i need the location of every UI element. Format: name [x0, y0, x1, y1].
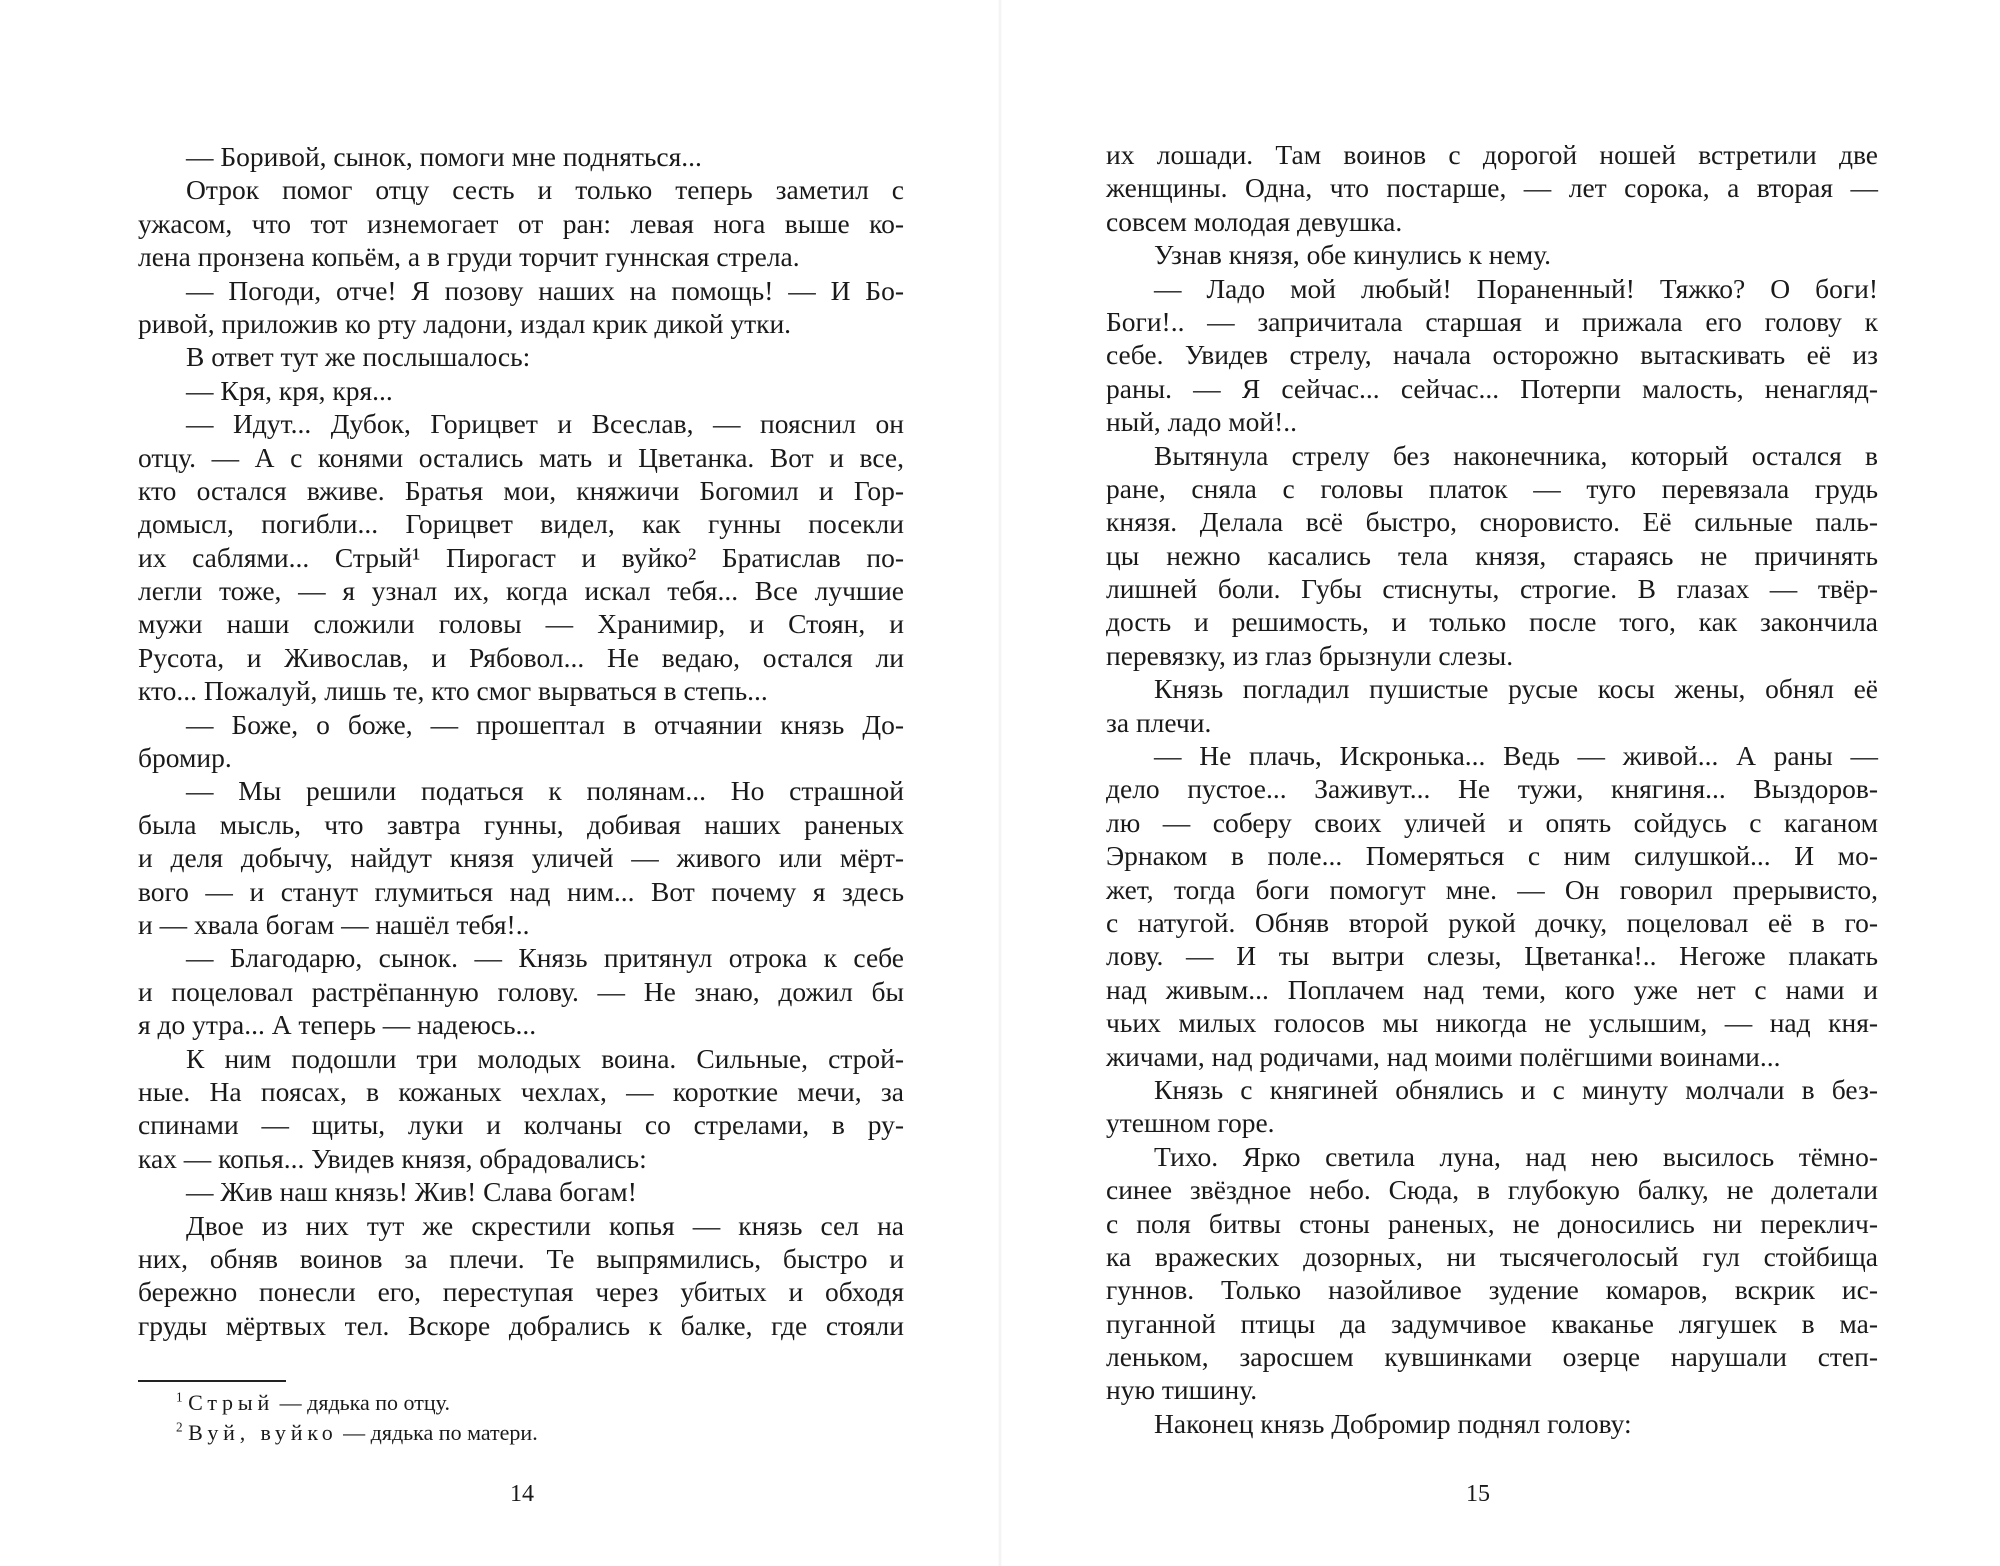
text-line: — Идут... Дубок, Горицвет и Всеслав, — пояснил он	[186, 408, 904, 440]
text-line: с поля битвы стоны раненых, не доносились ни переклич-	[1106, 1207, 1878, 1239]
text-line: — Благодарю, сынок. — Князь притянул отрока к себе	[186, 942, 904, 974]
page-number-left: 14	[510, 1481, 534, 1507]
page-number-right: 15	[1466, 1481, 1490, 1507]
text-line: К ним подошли три молодых воина. Сильные, строй-	[186, 1042, 904, 1074]
text-line: ривой, приложив ко рту ладони, издал крик дикой утки.	[138, 307, 792, 339]
text-line: леньком, заросшем кувшинками озерце нарушали степ-	[1106, 1341, 1878, 1373]
text-line: — Не плачь, Искронька... Ведь — живой... А раны —	[1154, 740, 1878, 772]
text-line: Князь погладил пушистые русые косы жены, обнял её	[1154, 673, 1878, 705]
text-line: домысл, погибли... Горицвет видел, как гунны посекли	[138, 508, 904, 540]
text-line: дело пустое... Заживут... Не тужи, княгиня... Выздоров-	[1106, 773, 1878, 805]
text-line: была мысль, что завтра гунны, добивая наших раненых	[138, 808, 904, 840]
footnote-term: Вуй, вуйко	[188, 1420, 338, 1445]
text-line: Князь с княгиней обнялись и с минуту молчали в без-	[1154, 1073, 1878, 1105]
text-line: них, обняв воинов за плечи. Те выпрямились, быстро и	[138, 1242, 904, 1274]
text-line: и деля добычу, найдут князя уличей — живого или мёрт-	[138, 842, 904, 874]
text-line: над живым... Поплачем над теми, кого уже нет с нами и	[1106, 973, 1878, 1005]
text-line: спинами — щиты, луки и колчаны со стрелами, в ру-	[138, 1109, 904, 1141]
text-line: я до утра... А теперь — надеюсь...	[138, 1009, 537, 1041]
text-line: Эрнаком в поле... Померяться с ним силушкой... И мо-	[1106, 840, 1878, 872]
text-line: цы нежно касались тела князя, стараясь не причинять	[1106, 539, 1878, 571]
text-line: ный, ладо мой!..	[1106, 406, 1297, 438]
text-line: чьих милых голосов мы никогда не услышим, — над кня-	[1106, 1007, 1878, 1039]
text-line: Отрок помог отцу сесть и только теперь заметил с	[186, 174, 904, 206]
footnote-term: Стрый	[188, 1390, 275, 1415]
text-line: вого — и станут глумиться над ним... Вот почему я здесь	[138, 875, 904, 907]
text-line: груды мёртвых тел. Вскоре добрались к балке, где стояли	[138, 1309, 904, 1341]
text-line: — Кря, кря, кря...	[186, 374, 393, 406]
footnote-definition: — дядька по матери.	[343, 1420, 538, 1445]
text-line: утешном горе.	[1106, 1107, 1275, 1139]
text-line: Узнав князя, обе кинулись к нему.	[1154, 239, 1551, 271]
text-line: — Погоди, отче! Я позову наших на помощь! — И Бо-	[186, 274, 904, 306]
text-line: кто... Пожалуй, лишь те, кто смог вырваться в степь...	[138, 675, 768, 707]
right-page-text	[1106, 138, 1878, 1440]
text-line: раны. — Я сейчас... сейчас... Потерпи малость, ненагляд-	[1106, 372, 1878, 404]
text-line: перевязку, из глаз брызнули слезы.	[1106, 639, 1514, 671]
footnotes	[176, 1388, 876, 1448]
text-line: ужасом, что тот изнемогает от ран: левая нога выше ко-	[138, 207, 904, 239]
text-line: пуганной птицы да задумчивое кваканье лягушек в ма-	[1106, 1307, 1878, 1339]
text-line: — Ладо мой любый! Пораненный! Тяжко? О боги!	[1154, 272, 1878, 304]
text-line: лена пронзена копьём, а в груди торчит гуннская стрела.	[138, 241, 800, 273]
right-page	[1000, 0, 2000, 1566]
text-line: гуннов. Только назойливое зудение комаров, вскрик ис-	[1106, 1274, 1878, 1306]
text-line: женщины. Одна, что постарше, — лет сорока, а вторая —	[1106, 172, 1878, 204]
text-line: лишней боли. Губы стиснуты, строгие. В глазах — твёр-	[1106, 573, 1878, 605]
text-line: ране, сняла с головы платок — туго перевязала грудь	[1106, 472, 1878, 504]
text-line: ную тишину.	[1106, 1374, 1258, 1406]
text-line: за плечи.	[1106, 706, 1212, 738]
text-line: совсем молодая девушка.	[1106, 205, 1403, 237]
text-line: — Жив наш князь! Жив! Слава богам!	[186, 1176, 637, 1208]
text-line: синее звёздное небо. Сюда, в глубокую балку, не долетали	[1106, 1174, 1878, 1206]
text-line: ные. На поясах, в кожаных чехлах, — короткие мечи, за	[138, 1075, 904, 1107]
left-page-text	[138, 140, 904, 1342]
text-line: жичами, над родичами, над моими полёгшими воинами...	[1106, 1040, 1781, 1072]
text-line: отцу. — А с конями остались мать и Цветанка. Вот и все,	[138, 441, 904, 473]
text-line: дость и решимость, и только после того, как закончила	[1106, 606, 1878, 638]
footnote-definition: — дядька по отцу.	[279, 1390, 450, 1415]
text-line: лову. — И ты вытри слезы, Цветанка!.. Негоже плакать	[1106, 940, 1878, 972]
text-line: кто остался вживе. Братья мои, княжичи Богомил и Гор-	[138, 474, 904, 506]
text-line: жет, тогда боги помогут мне. — Он говорил прерывисто,	[1106, 873, 1878, 905]
text-line: их саблями... Стрый¹ Пирогаст и вуйко² Братислав по-	[138, 541, 904, 573]
text-line: — Мы решили податься к полянам... Но страшной	[186, 775, 904, 807]
text-line: Тихо. Ярко светила луна, над нею высилось тёмно-	[1154, 1140, 1878, 1172]
text-line: — Боривой, сынок, помоги мне подняться...	[186, 141, 702, 172]
text-line: князя. Делала всё быстро, сноровисто. Её сильные паль-	[1106, 506, 1878, 538]
text-line: Вытянула стрелу без наконечника, который остался в	[1154, 439, 1878, 471]
footnote-1: $^1$ Стрый — дядька по отцу.	[176, 1389, 450, 1415]
text-line: себе. Увидев стрелу, начала осторожно вытаскивать её из	[1106, 339, 1878, 371]
text-line: лю — соберу своих уличей и опять сойдусь с каганом	[1106, 806, 1878, 838]
text-line: ках — копья... Увидев князя, обрадовались:	[138, 1142, 647, 1174]
text-line: бромир.	[138, 742, 232, 774]
text-line: Русота, и Живослав, и Рябовол... Не ведаю, остался ли	[138, 641, 904, 673]
text-line: бережно понесли его, переступая через убитых и обходя	[138, 1276, 904, 1308]
text-line: мужи наши сложили головы — Хранимир, и Стоян, и	[138, 608, 904, 640]
text-line: ка вражеских дозорных, ни тысячеголосый гул стойбища	[1106, 1240, 1878, 1272]
text-line: и поцеловал растрёпанную голову. — Не знаю, дожил бы	[138, 975, 904, 1007]
text-line: — Боже, о боже, — прошептал в отчаянии князь До-	[186, 708, 904, 740]
text-line: с натугой. Обняв второй рукой дочку, поцеловал её в го-	[1106, 906, 1878, 938]
text-line: и — хвала богам — нашёл тебя!..	[138, 908, 530, 940]
text-line: их лошади. Там воинов с дорогой ношей встретили две	[1106, 139, 1878, 170]
footnote-divider	[138, 1380, 286, 1382]
text-line: Двое из них тут же скрестили копья — князь сел на	[186, 1209, 904, 1241]
footnote-2: $^2$ Вуй, вуйко — дядька по матери.	[176, 1419, 538, 1445]
text-line: В ответ тут же послышалось:	[186, 341, 531, 373]
text-line: легли тоже, — я узнал их, когда искал тебя... Все лучшие	[138, 575, 904, 607]
text-line: Наконец князь Добромир поднял голову:	[1154, 1407, 1632, 1439]
text-line: Боги!.. — запричитала старшая и прижала его голову к	[1106, 305, 1878, 337]
